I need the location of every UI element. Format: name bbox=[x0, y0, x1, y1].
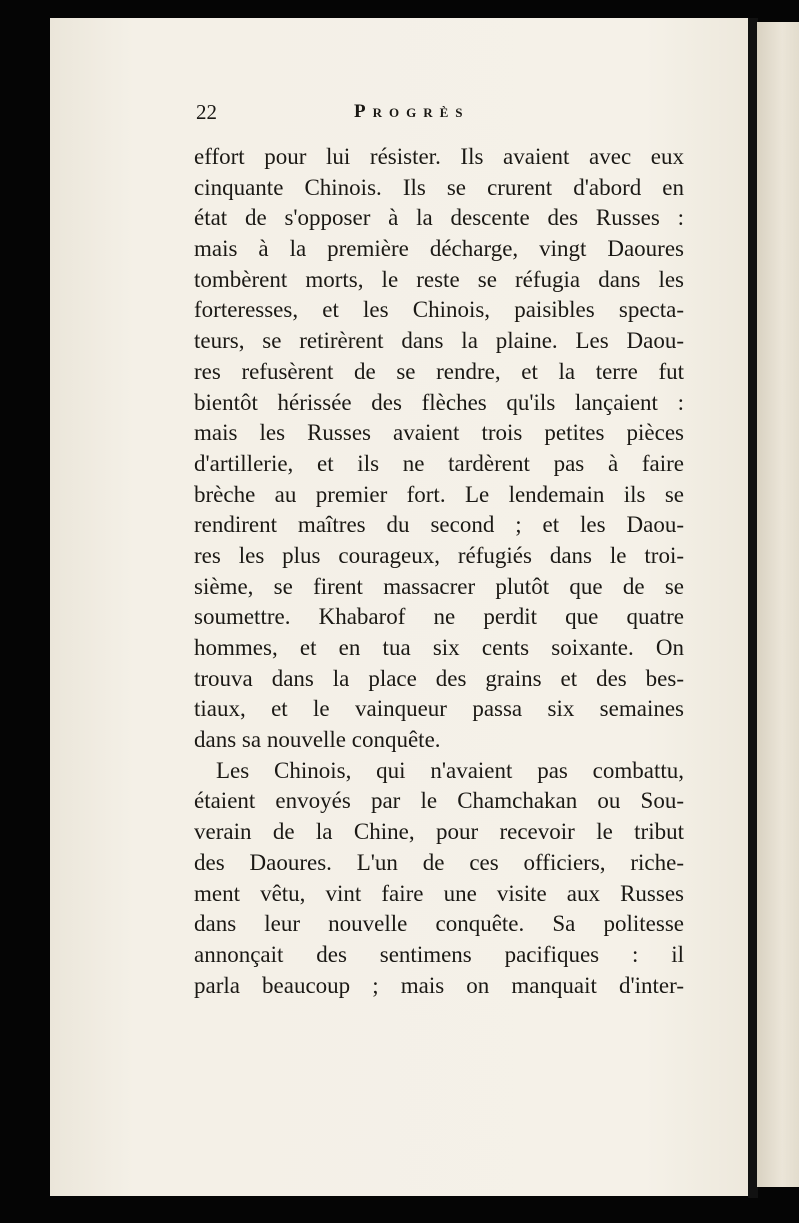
text-line: d'artillerie, et ils ne tardèrent pas à faire bbox=[194, 450, 684, 476]
text-line: dans sa nouvelle conquête. bbox=[194, 727, 441, 753]
text-line: bientôt hérissée des flèches qu'ils lançaient : bbox=[194, 389, 684, 415]
text-line: étaient envoyés par le Chamchakan ou Sou- bbox=[194, 788, 684, 814]
text-line: effort pour lui résister. Ils avaient avec eux bbox=[194, 144, 684, 169]
text-line: verain de la Chine, pour recevoir le tribut bbox=[194, 819, 684, 845]
running-title: Progrès bbox=[354, 101, 470, 122]
text-line: res refusèrent de se rendre, et la terre fut bbox=[194, 358, 684, 384]
text-line: brèche au premier fort. Le lendemain ils se bbox=[194, 481, 684, 507]
text-line: mais à la première décharge, vingt Daoures bbox=[194, 236, 684, 262]
text-line: parla beaucoup ; mais on manquait d'inter- bbox=[194, 972, 684, 998]
body-text bbox=[194, 142, 684, 1001]
text-line: dans leur nouvelle conquête. Sa politesse bbox=[194, 911, 684, 937]
page-header bbox=[196, 100, 616, 140]
text-line: annonçait des sentimens pacifiques : il bbox=[194, 941, 684, 967]
text-line: trouva dans la place des grains et des bes- bbox=[194, 665, 684, 691]
text-line: état de s'opposer à la descente des Russes : bbox=[194, 205, 684, 231]
text-line: teurs, se retirèrent dans la plaine. Les Daou- bbox=[194, 328, 684, 354]
text-line: res les plus courageux, réfugiés dans le troi- bbox=[194, 542, 684, 568]
text-line: des Daoures. L'un de ces officiers, riche- bbox=[194, 849, 684, 875]
text-line: hommes, et en tua six cents soixante. On bbox=[194, 635, 684, 660]
adjacent-page-edge bbox=[757, 22, 799, 1187]
text-line: soumettre. Khabarof ne perdit que quatre bbox=[194, 604, 684, 630]
page-number: 22 bbox=[196, 100, 217, 124]
text-line: tiaux, et le vainqueur passa six semaines bbox=[194, 696, 684, 722]
text-line: mais les Russes avaient trois petites pièces bbox=[194, 420, 684, 446]
text-line: forteresses, et les Chinois, paisibles specta- bbox=[194, 297, 684, 323]
text-line: ment vêtu, vint faire une visite aux Russes bbox=[194, 880, 684, 906]
text-line: cinquante Chinois. Ils se crurent d'abord en bbox=[194, 174, 684, 200]
text-line: rendirent maîtres du second ; et les Daou- bbox=[194, 512, 684, 538]
text-line: tombèrent morts, le reste se réfugia dans les bbox=[194, 266, 684, 292]
text-line: sième, se firent massacrer plutôt que de se bbox=[194, 573, 684, 599]
text-line: Les Chinois, qui n'avaient pas combattu, bbox=[216, 757, 684, 783]
